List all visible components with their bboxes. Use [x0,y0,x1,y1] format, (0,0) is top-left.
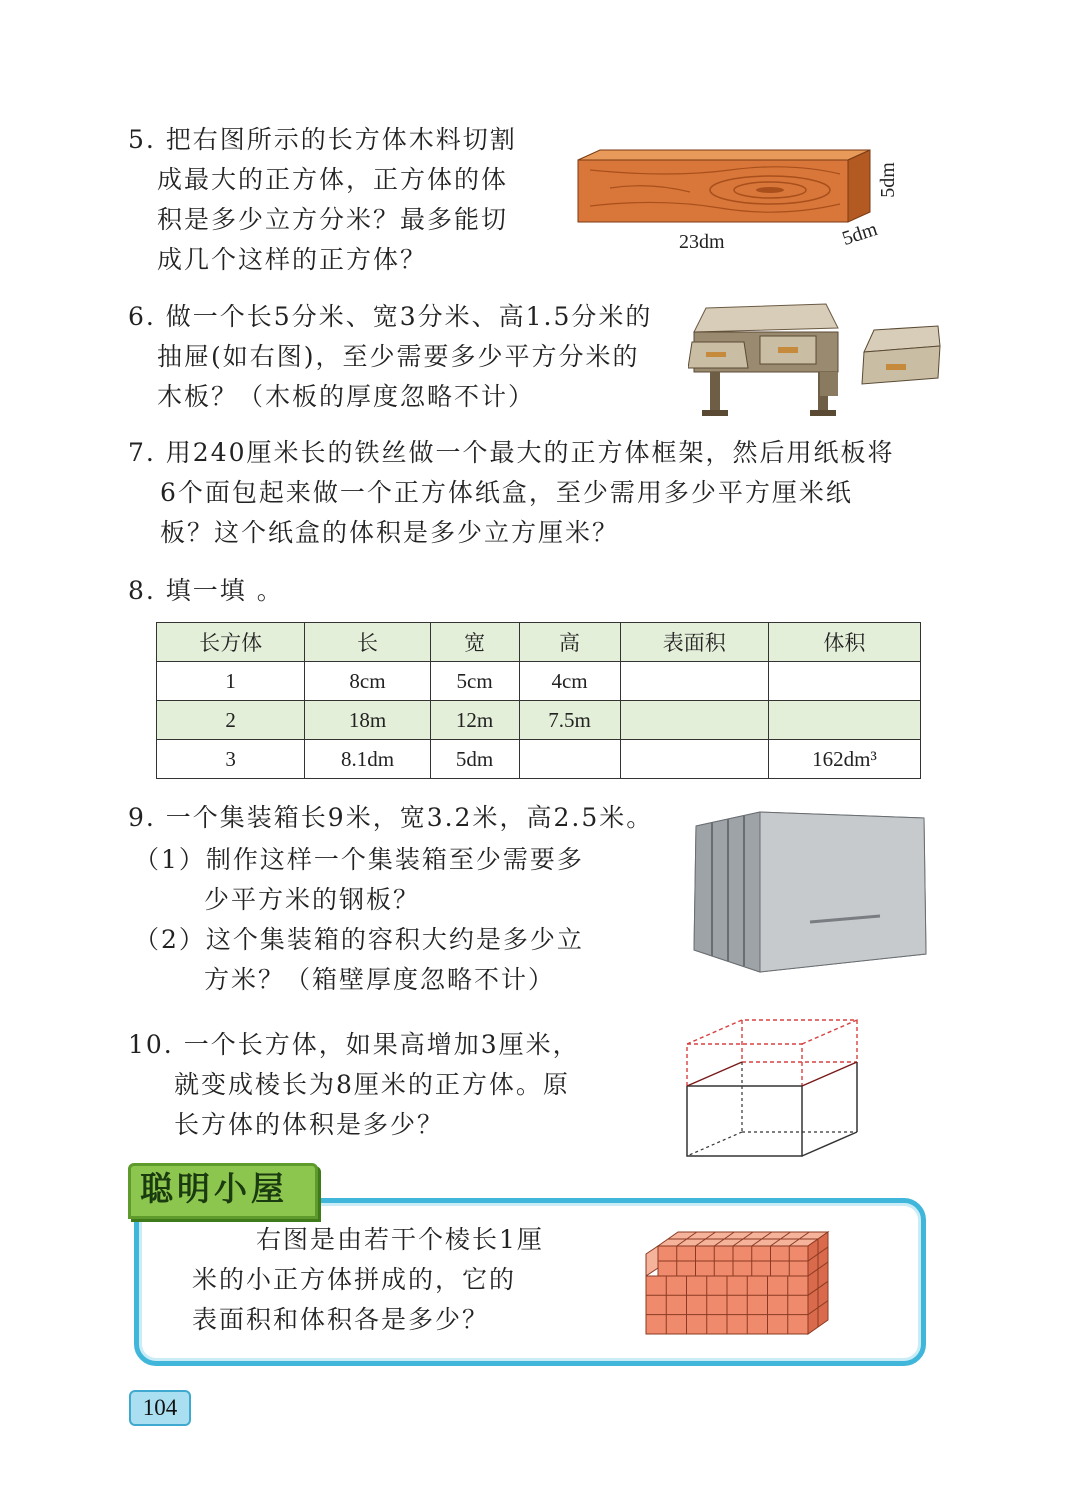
table-header-row [157,623,921,662]
q6-line-2: 抽屉(如右图)，至少需要多少平方分米的 [157,342,640,371]
table-cell: 2 [157,701,305,740]
table-cell [519,740,620,779]
table-header-cell: 宽 [430,623,519,662]
q5-line-4: 成几个这样的正方体？ [157,245,428,274]
shipping-container-illustration [690,808,930,978]
fill-in-table [156,622,921,779]
smart-room-line-2: 米的小正方体拼成的，它的 [192,1265,517,1294]
q5-line-2: 成最大的正方体，正方体的体 [157,165,509,194]
table-row [157,662,921,701]
q10-line-3: 长方体的体积是多少？ [174,1110,445,1139]
table-cell: 3 [157,740,305,779]
table-cell: 8cm [305,662,430,701]
q8-title: 8. 填一填 。 [128,576,284,605]
table-cell: 18m [305,701,430,740]
table-cell: 12m [430,701,519,740]
table-header-cell: 表面积 [620,623,768,662]
table-cell [620,740,768,779]
q10-line-1: 10. 一个长方体，如果高增加3厘米， [128,1030,580,1059]
q6-line-3: 木板？（木板的厚度忽略不计） [157,382,536,411]
cuboid-diagram [682,1014,864,1162]
table-row [157,740,921,779]
table-header-cell: 长方体 [157,623,305,662]
page-number: 104 [129,1390,191,1426]
wood-width-label: 5dm [839,218,881,250]
smart-room-line-3: 表面积和体积各是多少？ [192,1305,490,1334]
wood-height-label: 5dm [876,162,899,198]
table-cell [620,701,768,740]
table-row [157,701,921,740]
table-header-cell: 长 [305,623,430,662]
table-cell: 162dm³ [768,740,920,779]
q6-line-1: 6. 做一个长5分米、宽3分米、高1.5分米的 [128,302,653,331]
q7-line-1: 7. 用240厘米长的铁丝做一个最大的正方体框架，然后用纸板将 [128,438,895,467]
table-header-cell: 高 [519,623,620,662]
table-cell [768,662,920,701]
table-cell: 8.1dm [305,740,430,779]
q9-line-5: 方米？（箱壁厚度忽略不计） [204,965,556,994]
table-cell: 5cm [430,662,519,701]
q10-line-2: 就变成棱长为8厘米的正方体。原 [174,1070,570,1099]
smart-room-title: 聪明小屋 [140,1169,288,1208]
table-cell [620,662,768,701]
q9-line-1: 9. 一个集装箱长9米，宽3.2米，高2.5米。 [128,803,654,832]
desk-and-drawer-illustration [688,298,950,424]
wood-length-label: 23dm [679,231,725,253]
table-cell: 1 [157,662,305,701]
q9-line-3: 少平方米的钢板？ [204,885,421,914]
table-cell: 4cm [519,662,620,701]
table-header-cell: 体积 [768,623,920,662]
q5-line-3: 积是多少立方分米？最多能切 [157,205,509,234]
table-cell: 5dm [430,740,519,779]
q7-line-3: 板？这个纸盒的体积是多少立方厘米？ [160,518,620,547]
table-cell [768,701,920,740]
q9-line-4: （2）这个集装箱的容积大约是多少立 [134,925,584,954]
q9-line-2: （1）制作这样一个集装箱至少需要多 [134,845,584,874]
q7-line-2: 6个面包起来做一个正方体纸盒，至少需用多少平方厘米纸 [160,478,853,507]
smart-room-line-1: 右图是由若干个棱长1厘 [256,1225,544,1254]
q5-line-1: 5. 把右图所示的长方体木料切割 [128,125,517,154]
table-cell: 7.5m [519,701,620,740]
small-cubes-stack-illustration [644,1216,830,1338]
